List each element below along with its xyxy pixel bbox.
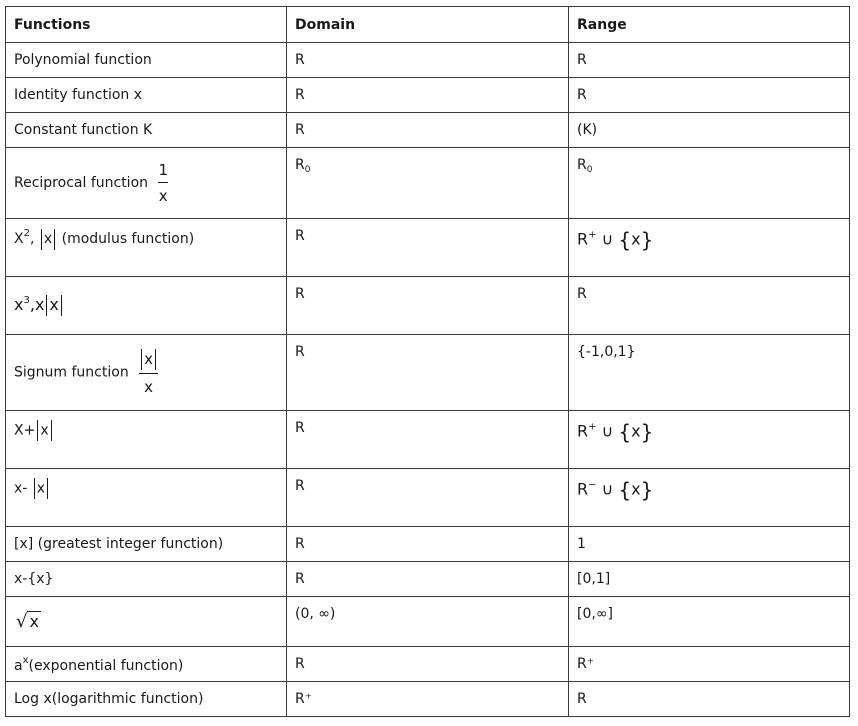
- suffix: (modulus function): [61, 231, 195, 247]
- superscript: 3: [23, 294, 30, 306]
- fraction: [158, 161, 168, 205]
- abs-x: x: [40, 422, 49, 439]
- range-sup: +: [588, 229, 597, 241]
- range-sup: +: [588, 421, 597, 433]
- prefix: x-: [14, 480, 28, 497]
- domain-cell: R⁺: [287, 682, 569, 717]
- domain-cell: R: [287, 527, 569, 562]
- domain-value: R: [295, 157, 305, 173]
- right-brace: }: [640, 420, 654, 444]
- domain-cell: R: [287, 113, 569, 148]
- subscript: 0: [304, 165, 311, 175]
- subscript: 0: [586, 165, 593, 175]
- table-row: [6, 682, 850, 717]
- domain-cell: R: [287, 411, 569, 469]
- abs-bar: [61, 295, 62, 316]
- function-name: [6, 647, 287, 682]
- header-row: [6, 7, 850, 43]
- abs-bar: [141, 349, 142, 370]
- domain-cell: R: [287, 335, 569, 411]
- range-cell: R: [569, 277, 850, 335]
- range-cell: (K): [569, 113, 850, 148]
- domain-cell: R: [287, 277, 569, 335]
- abs-bar: [41, 229, 42, 250]
- denominator: x: [139, 373, 158, 396]
- domain-cell: (0, ∞): [287, 597, 569, 647]
- function-label: Signum function: [14, 364, 129, 381]
- table-row: [6, 562, 850, 597]
- table-row: [6, 411, 850, 469]
- range-cell: R: [569, 78, 850, 113]
- domain-cell: R: [287, 43, 569, 78]
- domain-cell: R: [287, 562, 569, 597]
- domain-cell: R: [287, 647, 569, 682]
- base: a: [14, 657, 23, 674]
- function-name: [6, 469, 287, 527]
- radicand: x: [29, 612, 39, 631]
- range-cell: [569, 411, 850, 469]
- union-symbol: ∪: [601, 479, 614, 499]
- function-name: [6, 277, 287, 335]
- range-cell: [569, 469, 850, 527]
- radical-sign: √: [16, 611, 28, 632]
- suffix: (exponential function): [28, 657, 184, 674]
- function-name: Identity function x: [6, 78, 287, 113]
- abs-bar: [47, 478, 48, 499]
- range-r: R: [577, 479, 589, 499]
- separator: ,: [29, 294, 35, 314]
- abs-x: x: [36, 480, 46, 497]
- range-cell: {-1,0,1}: [569, 335, 850, 411]
- right-brace: }: [640, 478, 654, 502]
- union-symbol: ∪: [601, 421, 614, 441]
- range-value: R: [577, 157, 587, 173]
- prefix: X: [14, 231, 24, 247]
- left-brace: {: [618, 228, 632, 252]
- abs-bar: [34, 478, 35, 499]
- table-row: [6, 113, 850, 148]
- header-domain: Domain: [287, 7, 569, 43]
- right-brace: }: [640, 228, 654, 252]
- sqrt-expression: [16, 611, 41, 632]
- range-cell: 1: [569, 527, 850, 562]
- range-cell: [569, 148, 850, 219]
- abs-bar: [155, 349, 156, 370]
- left-brace: {: [618, 420, 632, 444]
- domain-cell: [287, 148, 569, 219]
- superscript: 2: [23, 228, 30, 239]
- abs-bar: [46, 295, 47, 316]
- range-sup: −: [588, 479, 597, 491]
- fraction: [139, 349, 158, 396]
- functions-table: [5, 6, 850, 717]
- range-cell: R: [569, 682, 850, 717]
- left-brace: {: [618, 478, 632, 502]
- table-row: [6, 597, 850, 647]
- superscript: x: [22, 654, 29, 666]
- function-name: [6, 335, 287, 411]
- abs-x: x: [144, 350, 154, 368]
- function-name: [6, 148, 287, 219]
- function-name: [6, 411, 287, 469]
- domain-cell: R: [287, 469, 569, 527]
- table-row: [6, 219, 850, 277]
- table-row: [6, 148, 850, 219]
- numerator: 1: [158, 161, 169, 179]
- table-row: [6, 527, 850, 562]
- numerator: [139, 349, 158, 373]
- range-x: x: [631, 229, 641, 249]
- range-r: R: [577, 229, 589, 249]
- table-row: [6, 335, 850, 411]
- range-cell: [0,1]: [569, 562, 850, 597]
- separator: ,: [29, 231, 35, 247]
- range-cell: R⁺: [569, 647, 850, 682]
- abs-bar: [51, 420, 52, 441]
- table-row: [6, 78, 850, 113]
- range-cell: [0,∞]: [569, 597, 850, 647]
- table-row: [6, 43, 850, 78]
- range-r: R: [577, 421, 589, 441]
- abs-x: x: [43, 231, 53, 247]
- function-name: [6, 219, 287, 277]
- denominator: x: [158, 182, 168, 205]
- abs-bar: [37, 420, 38, 441]
- cube-x: x: [14, 294, 24, 314]
- range-x: x: [631, 479, 641, 499]
- domain-cell: R: [287, 219, 569, 277]
- range-cell: R: [569, 43, 850, 78]
- range-x: x: [631, 421, 641, 441]
- function-label: Reciprocal function: [14, 175, 149, 191]
- domain-cell: R: [287, 78, 569, 113]
- range-cell: [569, 219, 850, 277]
- abs-bar: [54, 229, 55, 250]
- header-range: Range: [569, 7, 850, 43]
- prefix: X+: [14, 422, 36, 439]
- function-name: Constant function K: [6, 113, 287, 148]
- abs-x: x: [49, 294, 59, 314]
- union-symbol: ∪: [601, 229, 614, 249]
- function-name: [6, 597, 287, 647]
- function-name: Log x(logarithmic function): [6, 682, 287, 717]
- header-functions: Functions: [6, 7, 287, 43]
- x-factor: x: [34, 294, 45, 314]
- function-name: x-{x}: [6, 562, 287, 597]
- table-row: [6, 277, 850, 335]
- function-name: [x] (greatest integer function): [6, 527, 287, 562]
- table-row: [6, 647, 850, 682]
- function-name: Polynomial function: [6, 43, 287, 78]
- table-row: [6, 469, 850, 527]
